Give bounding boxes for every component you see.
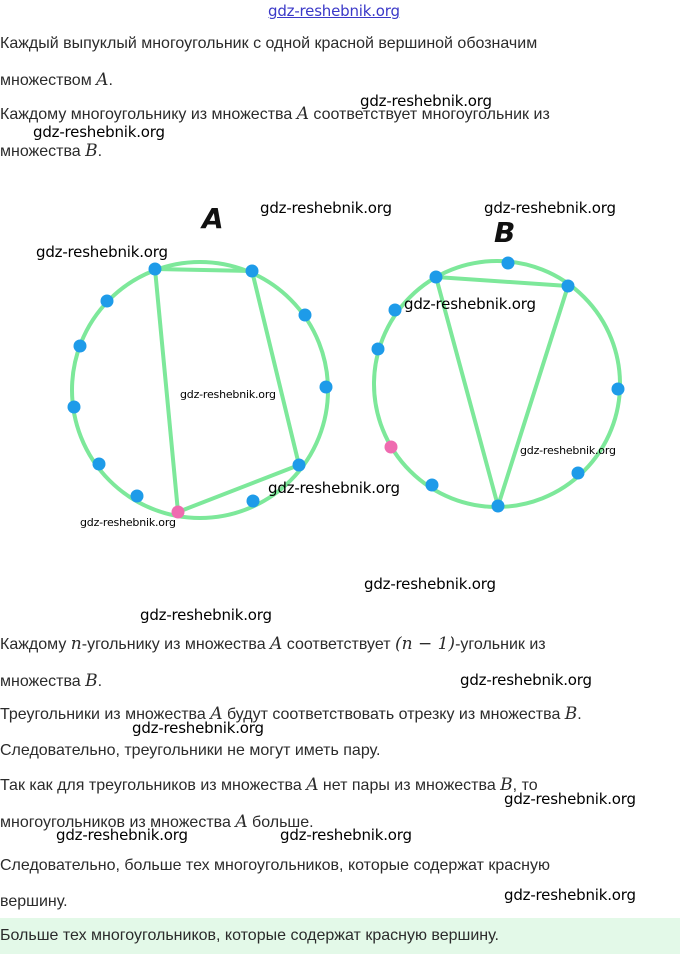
watermark-text: gdz-reshebnik.org (36, 243, 168, 261)
math-symbol: A (96, 70, 109, 90)
watermark-text: gdz-reshebnik.org (268, 479, 400, 497)
vertex-dot (430, 271, 443, 284)
vertex-dot (572, 467, 585, 480)
text: . Следовательно, треугольники не могут иметь пару. (0, 706, 582, 759)
vertex-dot (320, 381, 333, 394)
text: Следовательно, больше тех многоугольников, которые содержат красную (0, 857, 550, 874)
figure-label-a: A (202, 202, 224, 235)
watermark-text: gdz-reshebnik.org (180, 388, 276, 401)
vertex-dot (562, 280, 575, 293)
watermark-text: gdz-reshebnik.org (56, 826, 188, 844)
vertex-dot (426, 479, 439, 492)
math-symbol: B (564, 704, 578, 724)
vertex-dot (101, 295, 114, 308)
math-symbol: A (270, 634, 283, 654)
text: больше. (247, 814, 314, 831)
red-vertex-dot (385, 441, 398, 454)
math-symbol: A (210, 704, 223, 724)
vertex-dot (502, 257, 515, 270)
vertex-dot (149, 263, 162, 276)
watermark-text: gdz-reshebnik.org (484, 199, 616, 217)
watermark-text: gdz-reshebnik.org (404, 295, 536, 313)
text: Каждому (0, 636, 71, 653)
math-symbol: A (296, 104, 309, 124)
math-symbol: B (85, 141, 98, 161)
figure-label-b: B (494, 216, 516, 249)
vertex-dot (299, 309, 312, 322)
watermark-text: gdz-reshebnik.org (360, 92, 492, 110)
text: . (97, 143, 103, 160)
text: Каждый выпуклый многоугольник с одной красной вершиной обозначим (0, 35, 538, 52)
watermark-text: gdz-reshebnik.org (504, 886, 636, 904)
text: множества (0, 143, 86, 160)
text: вершину. (0, 893, 68, 910)
math-symbol: A (235, 812, 248, 832)
text: Каждому многоугольнику из множества (0, 106, 297, 123)
watermark-link[interactable]: gdz-reshebnik.org (268, 2, 400, 20)
text: . (108, 72, 113, 89)
answer-box (0, 918, 680, 954)
text: нет пары из множества (318, 777, 501, 794)
watermark-text: gdz-reshebnik.org (132, 719, 264, 737)
math-symbol: A (306, 775, 319, 795)
text: соответствует многоугольник из (308, 106, 550, 123)
paragraph-4 (0, 696, 680, 769)
math-symbol: n (70, 634, 82, 654)
watermark-text: gdz-reshebnik.org (80, 516, 176, 529)
vertex-dot (74, 340, 87, 353)
vertex-dot (68, 401, 81, 414)
vertex-dot (246, 265, 259, 278)
vertex-dot (247, 495, 260, 508)
watermark-text: gdz-reshebnik.org (520, 444, 616, 457)
vertex-dot (372, 343, 385, 356)
watermark-text: gdz-reshebnik.org (140, 606, 272, 624)
vertex-dot (612, 383, 625, 396)
math-symbol: B (85, 671, 98, 691)
watermark-text: gdz-reshebnik.org (260, 199, 392, 217)
vertex-dot (389, 304, 402, 317)
vertex-dot (131, 490, 144, 503)
watermark-text: gdz-reshebnik.org (280, 826, 412, 844)
watermark-text: gdz-reshebnik.org (364, 575, 496, 593)
answer-text: Больше тех многоугольников, которые содержат красную вершину. (0, 927, 499, 944)
text: будут соответствовать отрезку из множества (222, 706, 565, 723)
text: Треугольники из множества (0, 706, 211, 723)
text: многоугольников из множества (0, 814, 236, 831)
text: множеством (0, 72, 97, 89)
vertex-dot (492, 500, 505, 513)
text: . (97, 673, 103, 690)
text: Так как для треугольников из множества (0, 777, 307, 794)
vertex-dot (293, 459, 306, 472)
text: множества (0, 673, 86, 690)
text: , то (512, 777, 538, 794)
math-expression: (n − 1) (394, 634, 456, 654)
watermark-text: gdz-reshebnik.org (33, 123, 165, 141)
text: -угольнику из множества (81, 636, 271, 653)
paragraph-6 (0, 848, 680, 920)
math-symbol: B (500, 775, 513, 795)
text: -угольник из (455, 636, 546, 653)
vertex-dot (93, 458, 106, 471)
watermark-text: gdz-reshebnik.org (460, 671, 592, 689)
text: соответствует (282, 636, 395, 653)
watermark-text: gdz-reshebnik.org (504, 790, 636, 808)
